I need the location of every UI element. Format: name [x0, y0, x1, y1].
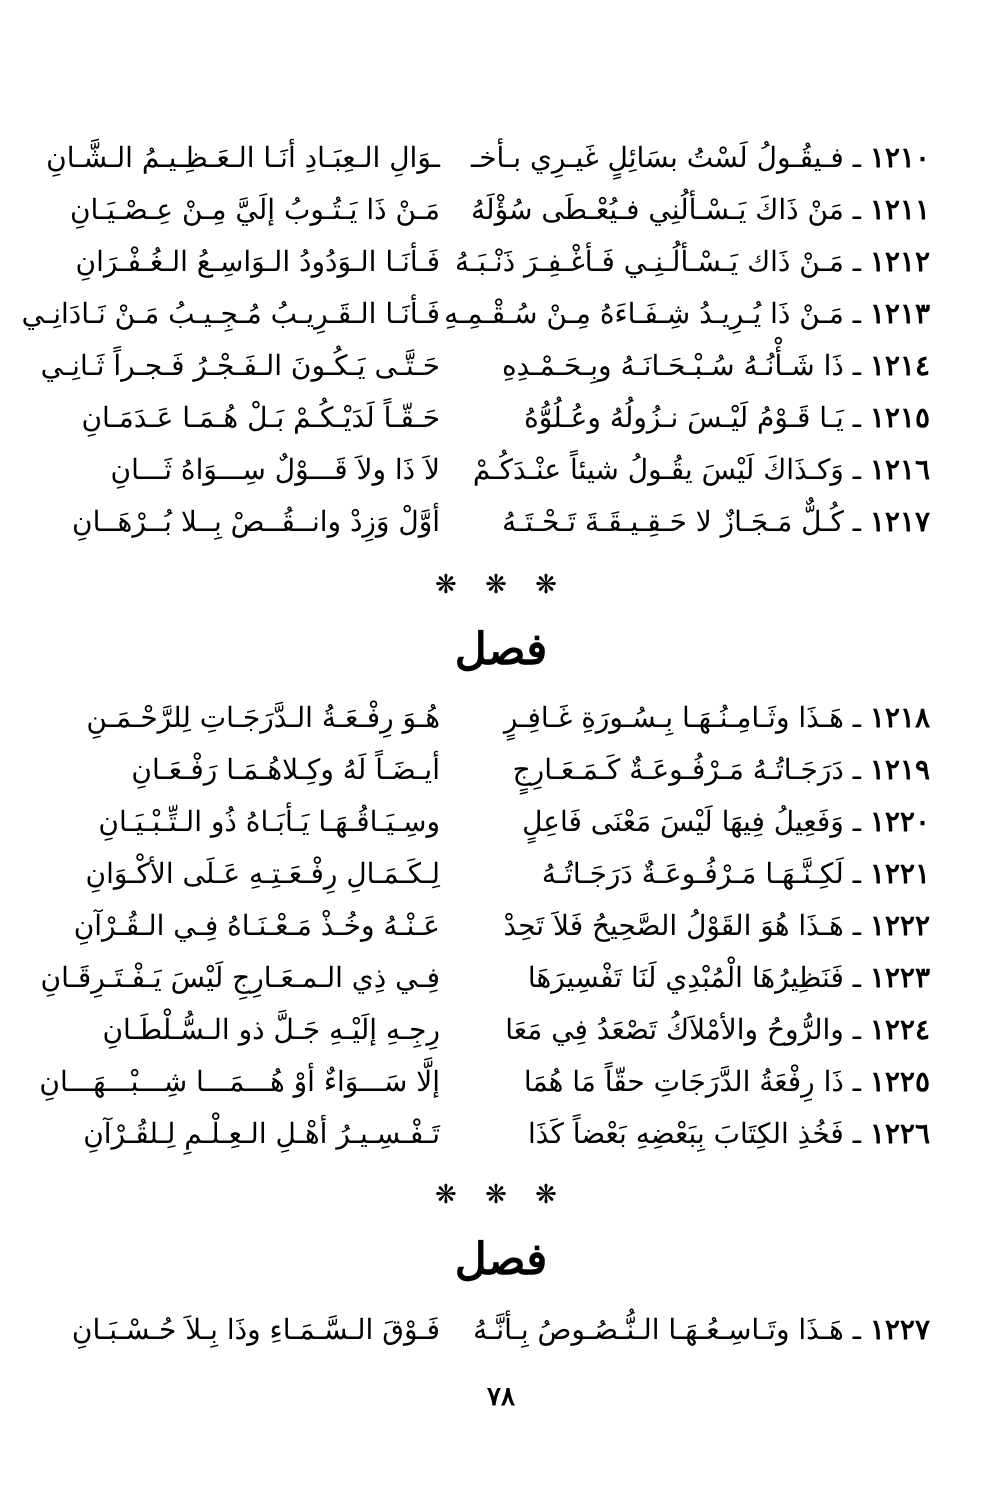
- section-heading: فصل: [454, 1234, 548, 1285]
- verse-text: مَـنْ ذَاك يَـسْـألُـنِـي فَـأغْـفِـرَ ذَنْـبَـهُ: [455, 245, 844, 278]
- verse-1217: [50, 497, 930, 547]
- verse-second-hemistich: أوَّلْ وَزِدْ وانــقُــصْ بِــلا بُــرْهَــانِ: [72, 505, 440, 538]
- verse-number: ١٢٢٠: [869, 805, 930, 838]
- verse-second-hemistich: إلَّا سَـــوَاءٌ أوْ هُـــمَـــا شِـــبْـــهَـــانِ: [39, 1065, 440, 1098]
- verse-text: والرُّوحُ والأمْلاَكُ تَصْعَدُ فِي مَعَا: [505, 1013, 844, 1046]
- verse-second-hemistich: فَـأنَـا الـوَدُودُ الـوَاسِـعُ الـغُـفْـرَانِ: [75, 245, 440, 278]
- verse-1213: [21, 289, 930, 339]
- verse-second-hemistich: حَـقّـاً لَدَيْـكُـمْ بَـلْ هُـمَـا عَـدَمَـانِ: [81, 401, 440, 434]
- verse-number: ١٢١٤: [869, 349, 930, 382]
- verse-first-hemistich: ١٢٢٤ ـ والرُّوحُ والأمْلاَكُ تَصْعَدُ فِي مَعَا: [505, 1013, 930, 1046]
- verse-1220: [50, 797, 930, 847]
- verse-second-hemistich: فِـي ذِي الـمـعَـارِجِ لَيْسَ يَـفْـتَـرِقَـانِ: [40, 961, 440, 994]
- verse-text: هَـذَا وتَـاسِـعُـهَـا الـنُّـصُـوصُ بِـأنَّـهُ: [473, 1313, 844, 1346]
- verse-second-hemistich: وسِـيَـاقُـهَـا يَـأبَـاهُ ذُو الـتِّـبْـيَـانِ: [98, 805, 440, 838]
- verse-1215: [50, 393, 930, 443]
- verse-1225: [39, 1057, 930, 1107]
- verse-number: ١٢٢٤: [869, 1013, 930, 1046]
- verse-first-hemistich: ١٢٢٧ ـ هَـذَا وتَـاسِـعُـهَـا الـنُّـصُـوصُ بِـأنَّـهُ: [473, 1313, 930, 1346]
- verse-number: ١٢١٢: [869, 245, 930, 278]
- separator-stars: ❋ ❋ ❋: [435, 570, 567, 600]
- verse-number: ١٢٢٣: [869, 961, 930, 994]
- verse-second-hemistich: عَـنْـهُ وخُـذْ مَـعْـنَـاهُ فِـي الـقُـرْآنِ: [73, 909, 440, 942]
- verse-first-hemistich: ١٢١٨ ـ هَـذَا وثَـامِـنُـهَـا بِـسُـورَةِ غَـافِـرٍ: [503, 701, 930, 734]
- verse-number: ١٢١٠: [869, 141, 930, 174]
- verse-first-hemistich: ١٢٢١ ـ لَكِـنَّـهَـا مَـرْفُـوعَـةٌ دَرَجَـاتُـهُ: [541, 857, 930, 890]
- verse-text: فَخُذِ الكِتَابَ بِبَعْضِهِ بَعْضاً كَذَا: [527, 1117, 844, 1150]
- verse-second-hemistich: لاَ ذَا ولاَ قَـــوْلٌ سِـــوَاهُ ثَـــانِ: [110, 453, 440, 486]
- verse-number: ١٢١١: [869, 193, 930, 226]
- verse-second-hemistich: لِـكَـمَـالِ رِفْـعَـتِـهِ عَـلَى الأكْـوَانِ: [85, 857, 440, 890]
- verse-text: كُـلٌّ مَـجَـازٌ لا حَـقِـيـقَـةَ تَـحْـتَـهُ: [502, 505, 844, 538]
- verse-text: لَكِـنَّـهَـا مَـرْفُـوعَـةٌ دَرَجَـاتُـهُ: [541, 857, 844, 890]
- verse-1210: [46, 133, 930, 183]
- verse-second-hemistich: رِجِـهِ إلَيْـهِ جَـلَّ ذو الـسُّـلْطَـانِ: [102, 1013, 440, 1046]
- verse-text: فـيقُـولُ لَسْتُ بسَائِلٍ غَيـرِي بـأخـ: [471, 141, 844, 174]
- verse-number: ١٢٢٢: [869, 909, 930, 942]
- verse-1227: [50, 1305, 930, 1355]
- verse-text: ذَا شَـأْنُـهُ سُـبْـحَـانَـهُ وبِـحَـمْـدِهِ: [501, 349, 844, 382]
- verse-1226: [50, 1109, 930, 1159]
- verse-second-hemistich: أيـضَـاً لَهُ وكِـلاهُـمَـا رَفْـعَـانِ: [131, 753, 440, 786]
- verse-number: ١٢١٧: [869, 505, 930, 538]
- verse-number: ١٢١٥: [869, 401, 930, 434]
- verse-second-hemistich: تَـفْـسِـيـرُ أهْـلِ الـعِـلْـمِ لِـلقُـرْآنِ: [83, 1117, 440, 1150]
- verse-second-hemistich: هُـوَ رِفْـعَـةُ الـدَّرَجَـاتِ لِلرَّحْـمَـنِ: [86, 701, 440, 734]
- verse-first-hemistich: ١٢١٠ ـ فـيقُـولُ لَسْتُ بسَائِلٍ غَيـرِي بـأخـ: [471, 141, 930, 174]
- verse-first-hemistich: ١٢١٩ ـ دَرَجَـاتُـهُ مَـرْفُـوعَـةٌ كَـمَـعَـارِجٍ: [512, 753, 930, 786]
- verse-first-hemistich: ١٢١٣ ـ مَـنْ ذَا يُـرِيـدُ شِـفَـاءَهُ مِـنْ سُـقْـمِـهِ: [444, 297, 930, 330]
- verse-first-hemistich: ١٢١٤ ـ ذَا شَـأْنُـهُ سُـبْـحَـانَـهُ وبِـحَـمْـدِهِ: [501, 349, 930, 382]
- verse-1212: [50, 237, 930, 287]
- verse-first-hemistich: ١٢٢٦ ـ فَخُذِ الكِتَابَ بِبَعْضِهِ بَعْضاً كَذَا: [527, 1117, 930, 1150]
- verse-number: ١٢١٩: [869, 753, 930, 786]
- verse-first-hemistich: ١٢٢٠ ـ وَفَعِيلُ فِيهَا لَيْسَ مَعْنَى فَاعِلٍ: [522, 805, 930, 838]
- verse-number: ١٢٢٦: [869, 1117, 930, 1150]
- verse-first-hemistich: ١٢٢٥ ـ ذَا رِفْعَةُ الدَّرَجَاتِ حقّاً مَا هُمَا: [523, 1065, 930, 1098]
- verse-1221: [50, 849, 930, 899]
- verse-first-hemistich: ١٢١٥ ـ يَـا قَـوْمُ لَيْـسَ نـزُولُهُ وعُـلُوُّهُ: [524, 401, 930, 434]
- separator-stars: ❋ ❋ ❋: [435, 1180, 567, 1210]
- verse-text: وَفَعِيلُ فِيهَا لَيْسَ مَعْنَى فَاعِلٍ: [522, 805, 844, 838]
- verse-number: ١٢٢٧: [869, 1313, 930, 1346]
- verse-1222: [50, 901, 930, 951]
- verse-text: مَـنْ ذَا يُـرِيـدُ شِـفَـاءَهُ مِـنْ سُـقْـمِـهِ: [444, 297, 844, 330]
- verse-first-hemistich: ١٢١١ ـ مَنْ ذَاكَ يَـسْـألُنِي فـيُعْـطَى سُؤْلَهُ: [471, 193, 930, 226]
- verse-1211: [50, 185, 930, 235]
- verse-number: ١٢٢١: [869, 857, 930, 890]
- verse-text: ذَا رِفْعَةُ الدَّرَجَاتِ حقّاً مَا هُمَا: [523, 1065, 844, 1098]
- verse-second-hemistich: فَـوْقَ الـسَّـمَـاءِ وذَا بِـلاَ حُـسْـبَـانِ: [71, 1313, 440, 1346]
- verse-text: فَنَظِيرُهَا الْمُبْدِي لَنَا تَفْسِيرَهَا: [527, 961, 844, 994]
- verse-1218: [50, 693, 930, 743]
- verse-number: ١٢٢٥: [869, 1065, 930, 1098]
- verse-text: دَرَجَـاتُـهُ مَـرْفُـوعَـةٌ كَـمَـعَـارِجٍ: [512, 753, 844, 786]
- verse-first-hemistich: ١٢١٦ ـ وَكـذَاكَ لَيْسَ يقُـولُ شيئاً عنْـدَكُـمْ: [472, 453, 930, 486]
- verse-number: ١٢١٨: [869, 701, 930, 734]
- verse-second-hemistich: فَـأنَـا الـقَـرِيـبُ مُـجِـيـبُ مَـنْ نَـادَانِـي: [21, 297, 440, 330]
- verse-first-hemistich: ١٢١٧ ـ كُـلٌّ مَـجَـازٌ لا حَـقِـيـقَـةَ تَـحْـتَـهُ: [502, 505, 930, 538]
- section-heading: فصل: [454, 624, 548, 675]
- verse-1216: [50, 445, 930, 495]
- verse-text: وَكـذَاكَ لَيْسَ يقُـولُ شيئاً عنْـدَكُـمْ: [472, 453, 844, 486]
- verse-text: هَـذَا وثَـامِـنُـهَـا بِـسُـورَةِ غَـافِـرٍ: [503, 701, 844, 734]
- verse-1224: [50, 1005, 930, 1055]
- verse-number: ١٢١٣: [869, 297, 930, 330]
- verse-text: يَـا قَـوْمُ لَيْـسَ نـزُولُهُ وعُـلُوُّهُ: [524, 401, 844, 434]
- verse-number: ١٢١٦: [869, 453, 930, 486]
- verse-second-hemistich: حَـتَّـى يَـكُـونَ الـفَـجْـرُ فَـجـراً ثَـانِـي: [40, 349, 440, 382]
- verse-1214: [40, 341, 930, 391]
- verse-1219: [50, 745, 930, 795]
- verse-first-hemistich: ١٢٢٢ ـ هَـذَا هُوَ القَوْلُ الصَّحِيحُ فَلاَ تَحِدْ: [503, 909, 930, 942]
- verse-text: مَنْ ذَاكَ يَـسْـألُنِي فـيُعْـطَى سُؤْلَهُ: [471, 193, 844, 226]
- verse-1223: [40, 953, 930, 1003]
- verse-second-hemistich: مَـنْ ذَا يَـتُـوبُ إلَيَّ مِـنْ عِـصْـيَـانِ: [69, 193, 440, 226]
- verse-text: هَـذَا هُوَ القَوْلُ الصَّحِيحُ فَلاَ تَحِدْ: [503, 909, 844, 942]
- page-number: ٧٨: [487, 1382, 515, 1412]
- verse-first-hemistich: ١٢٢٣ ـ فَنَظِيرُهَا الْمُبْدِي لَنَا تَفْسِيرَهَا: [527, 961, 930, 994]
- verse-second-hemistich: ـوَالِ الـعِبَـادِ أنَـا الـعَـظِـيـمُ الـشَّـانِ: [46, 141, 440, 174]
- verse-first-hemistich: ١٢١٢ ـ مَـنْ ذَاك يَـسْـألُـنِـي فَـأغْـفِـرَ ذَنْـبَـهُ: [455, 245, 930, 278]
